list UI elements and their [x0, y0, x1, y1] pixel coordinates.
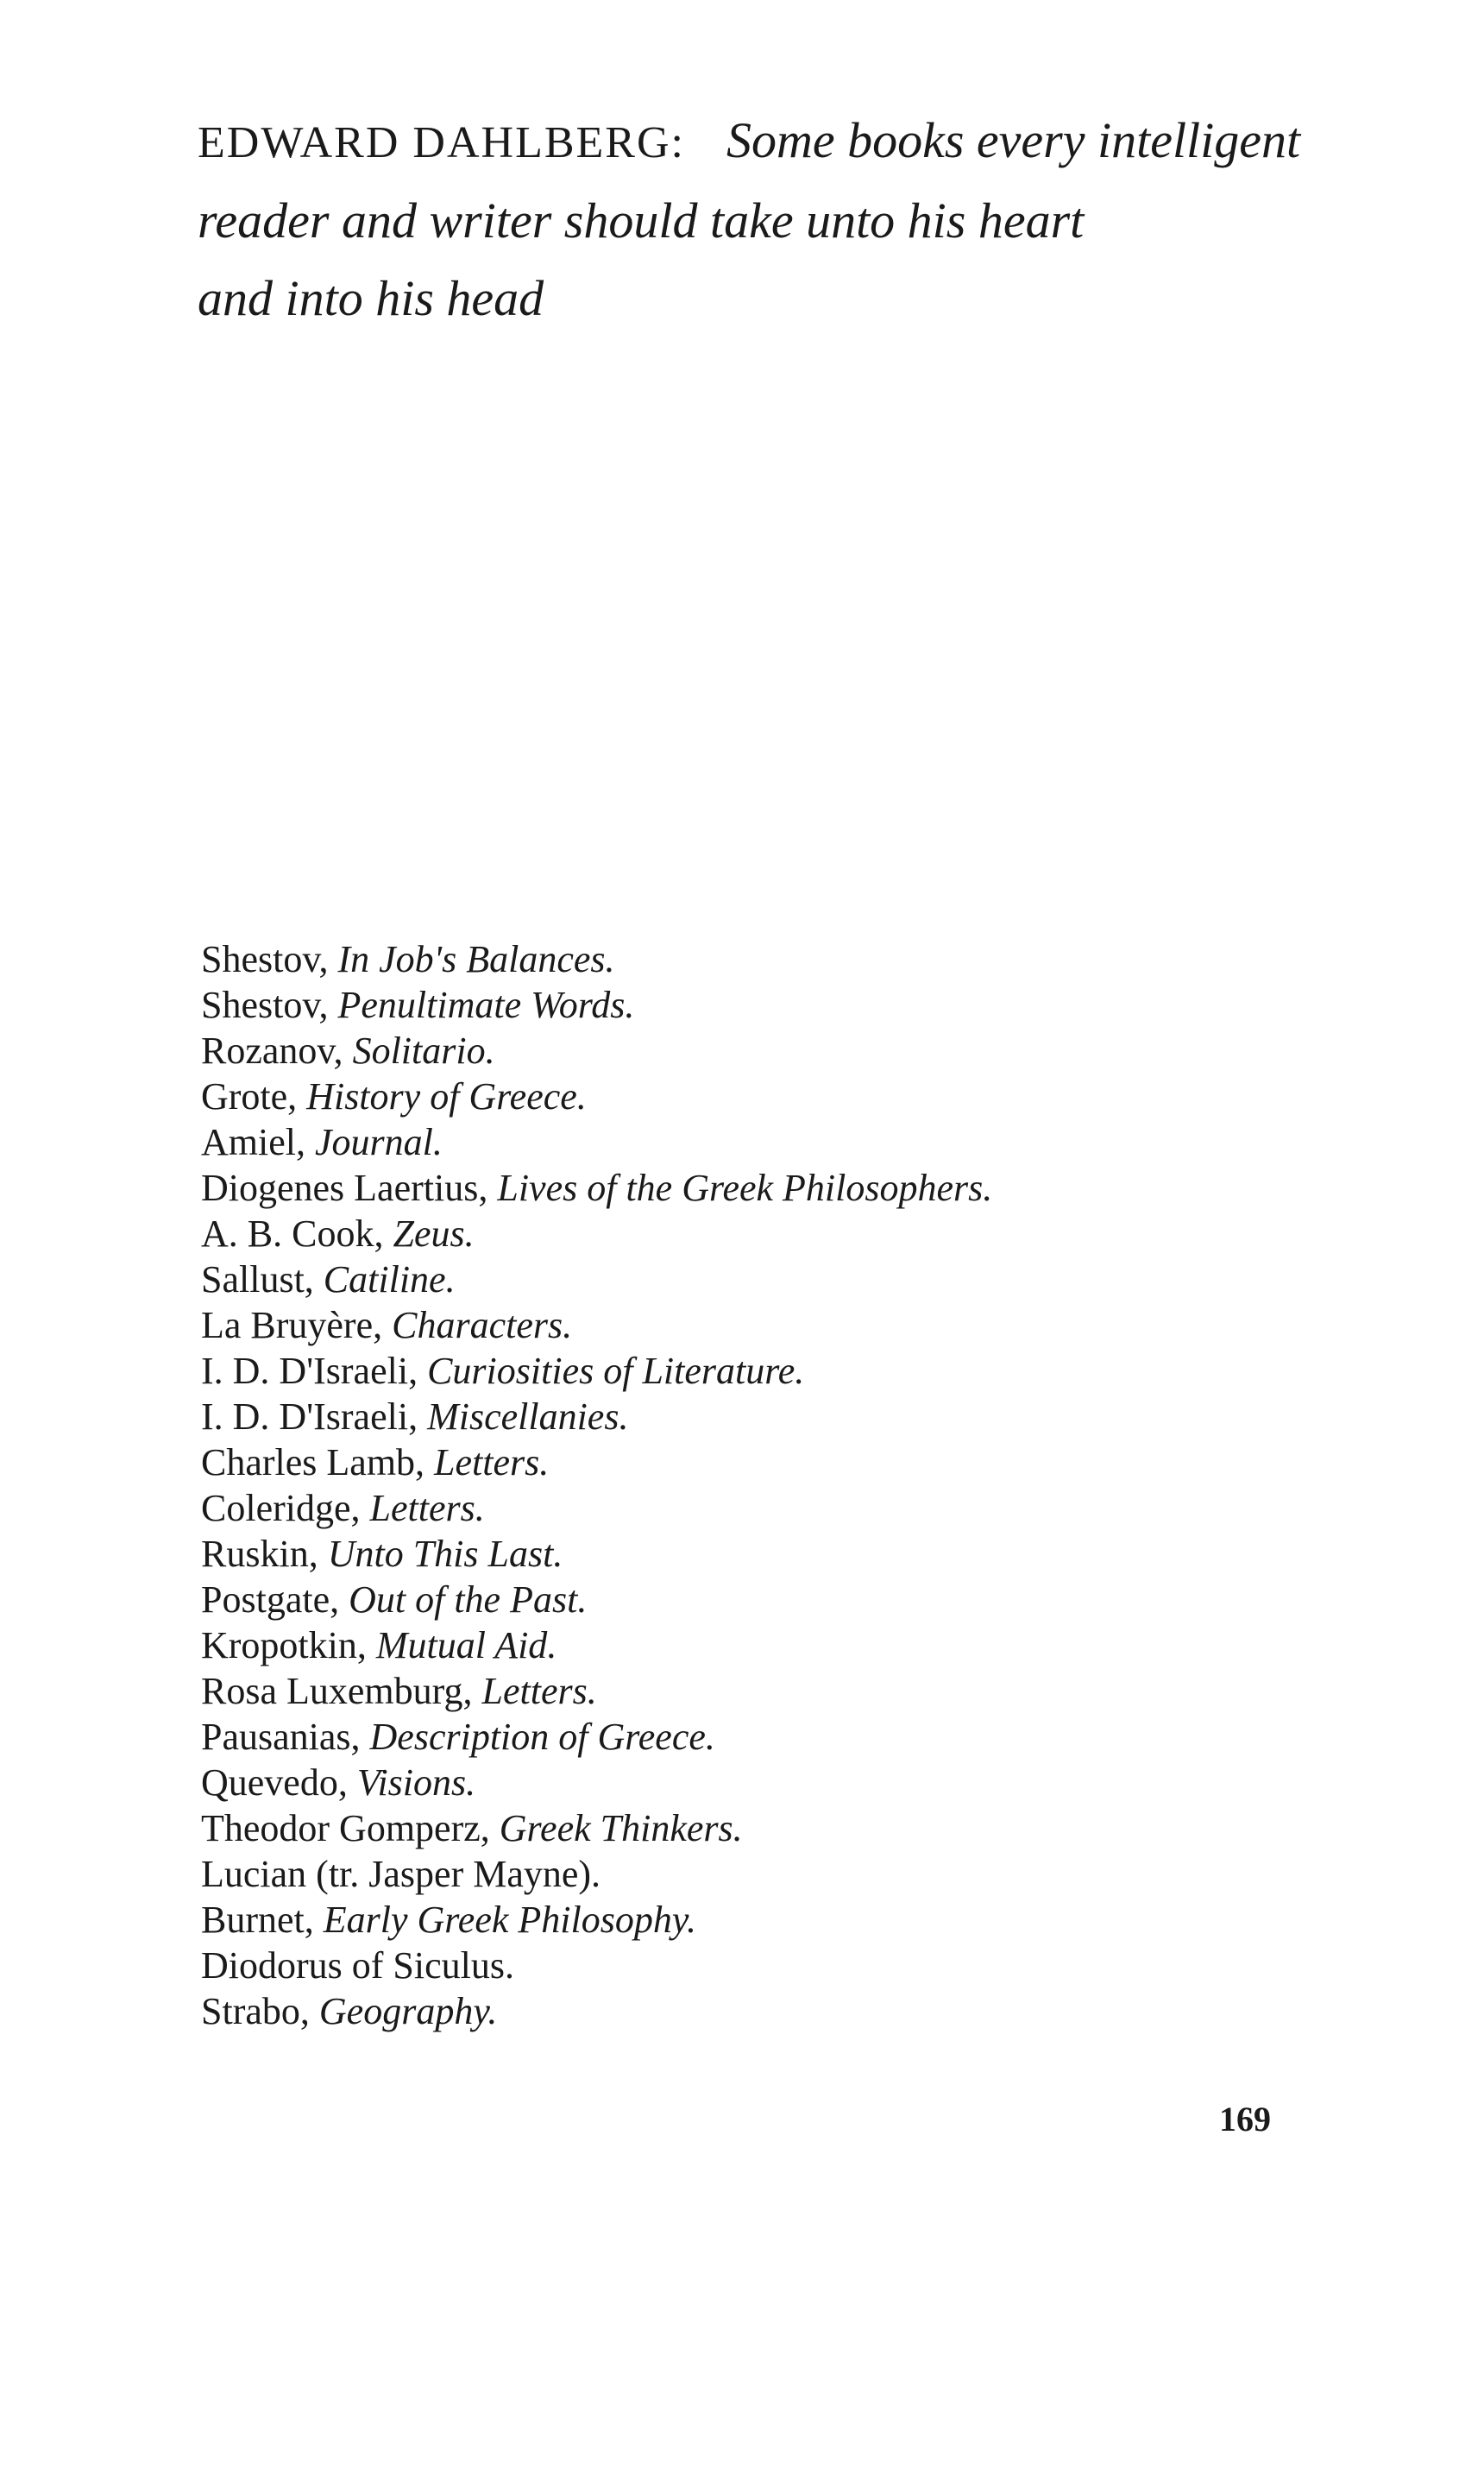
chapter-heading — [198, 102, 1319, 337]
book-title: Out of the Past — [349, 1578, 578, 1621]
book-author: Ruskin, — [201, 1533, 328, 1575]
book-title: Penultimate Words — [337, 984, 626, 1026]
book-end-punctuation: . — [587, 1670, 597, 1712]
book-end-punctuation: . — [577, 1578, 588, 1621]
book-author: La Bruyère, — [201, 1304, 393, 1346]
book-title: In Job's Balances — [337, 938, 606, 980]
book-entry — [201, 1897, 992, 1943]
book-entry — [201, 1165, 992, 1211]
book-title: Mutual Aid — [375, 1624, 548, 1666]
book-end-punctuation: . — [485, 1030, 495, 1072]
book-title: Catiline — [323, 1258, 446, 1301]
book-entry — [201, 1943, 992, 1988]
book-list — [201, 936, 992, 2034]
book-entry — [201, 1302, 992, 1348]
book-entry — [201, 1074, 992, 1119]
book-end-punctuation: . — [563, 1304, 573, 1346]
book-end-punctuation: . — [733, 1807, 743, 1849]
book-end-punctuation: . — [605, 938, 615, 980]
book-end-punctuation: . — [619, 1395, 629, 1438]
book-entry — [201, 982, 992, 1028]
book-title: Early Greek Philosophy — [323, 1899, 687, 1941]
book-end-punctuation: . — [983, 1167, 993, 1209]
heading-title-line-3: and into his head — [198, 270, 544, 326]
book-author: Amiel, — [201, 1121, 315, 1163]
book-title: Letters — [481, 1670, 588, 1712]
book-entry — [201, 1119, 992, 1165]
book-entry — [201, 1622, 992, 1668]
book-author: A. B. Cook, — [201, 1212, 393, 1255]
book-end-punctuation: . — [547, 1624, 557, 1666]
book-entry — [201, 1577, 992, 1622]
book-entry — [201, 1211, 992, 1257]
book-author: Pausanias, — [201, 1716, 370, 1758]
book-end-punctuation: . — [553, 1533, 563, 1575]
book-entry — [201, 1668, 992, 1714]
book-author: Kropotkin, — [201, 1624, 376, 1666]
book-end-punctuation: . — [475, 1487, 485, 1529]
book-entry — [201, 1988, 992, 2034]
book-end-punctuation: . — [445, 1258, 456, 1301]
heading-title-line-2: reader and writer should take unto his heart — [198, 192, 1085, 249]
book-author: Lucian (tr. Jasper Mayne). — [201, 1853, 601, 1895]
book-author: Sallust, — [201, 1258, 324, 1301]
book-author: Shestov, — [201, 938, 338, 980]
book-title: Letters — [434, 1441, 540, 1483]
heading-title-line-1: Some books every intelligent — [726, 112, 1301, 168]
book-author: Rozanov, — [201, 1030, 353, 1072]
book-entry — [201, 936, 992, 982]
book-end-punctuation: . — [487, 1990, 498, 2032]
book-author: Grote, — [201, 1075, 307, 1118]
book-author: Burnet, — [201, 1899, 324, 1941]
heading-author: EDWARD DAHLBERG: — [198, 118, 685, 167]
book-author: Diogenes Laertius, — [201, 1167, 498, 1209]
book-title: Lives of the Greek Philosophers — [497, 1167, 984, 1209]
book-entry — [201, 1394, 992, 1439]
book-author: Shestov, — [201, 984, 338, 1026]
book-entry — [201, 1485, 992, 1531]
book-title: Journal — [314, 1121, 433, 1163]
book-end-punctuation: . — [625, 984, 635, 1026]
book-entry — [201, 1805, 992, 1851]
book-end-punctuation: . — [686, 1899, 696, 1941]
page-number: 169 — [1219, 2100, 1271, 2138]
book-author: Quevedo, — [201, 1761, 357, 1804]
book-author: I. D. D'Israeli, — [201, 1350, 428, 1392]
book-author: Theodor Gomperz, — [201, 1807, 500, 1849]
book-end-punctuation: . — [705, 1716, 715, 1758]
book-author: Strabo, — [201, 1990, 319, 2032]
book-end-punctuation: . — [795, 1350, 805, 1392]
book-author: Diodorus of Siculus. — [201, 1944, 514, 1987]
book-title: Visions — [356, 1761, 467, 1804]
book-title: Miscellanies — [427, 1395, 619, 1438]
book-title: History of Greece — [306, 1075, 577, 1118]
book-end-punctuation: . — [576, 1075, 587, 1118]
book-title: Greek Thinkers — [499, 1807, 733, 1849]
book-author: Charles Lamb, — [201, 1441, 435, 1483]
book-entry — [201, 1851, 992, 1897]
book-author: Rosa Luxemburg, — [201, 1670, 482, 1712]
book-entry — [201, 1439, 992, 1485]
book-author: I. D. D'Israeli, — [201, 1395, 428, 1438]
book-entry — [201, 1760, 992, 1805]
book-author: Coleridge, — [201, 1487, 370, 1529]
book-entry — [201, 1348, 992, 1394]
book-entry — [201, 1531, 992, 1577]
book-end-punctuation: . — [464, 1212, 475, 1255]
book-entry — [201, 1028, 992, 1074]
book-title: Letters — [369, 1487, 475, 1529]
book-end-punctuation: . — [432, 1121, 443, 1163]
book-title: Characters — [392, 1304, 563, 1346]
book-author: Postgate, — [201, 1578, 349, 1621]
book-title: Solitario — [352, 1030, 486, 1072]
book-end-punctuation: . — [539, 1441, 550, 1483]
book-entry — [201, 1257, 992, 1302]
book-title: Geography — [318, 1990, 488, 2032]
book-entry — [201, 1714, 992, 1760]
book-title: Zeus — [393, 1212, 465, 1255]
book-title: Curiosities of Literature — [427, 1350, 795, 1392]
book-end-punctuation: . — [466, 1761, 476, 1804]
book-title: Unto This Last — [327, 1533, 554, 1575]
book-title: Description of Greece — [369, 1716, 706, 1758]
